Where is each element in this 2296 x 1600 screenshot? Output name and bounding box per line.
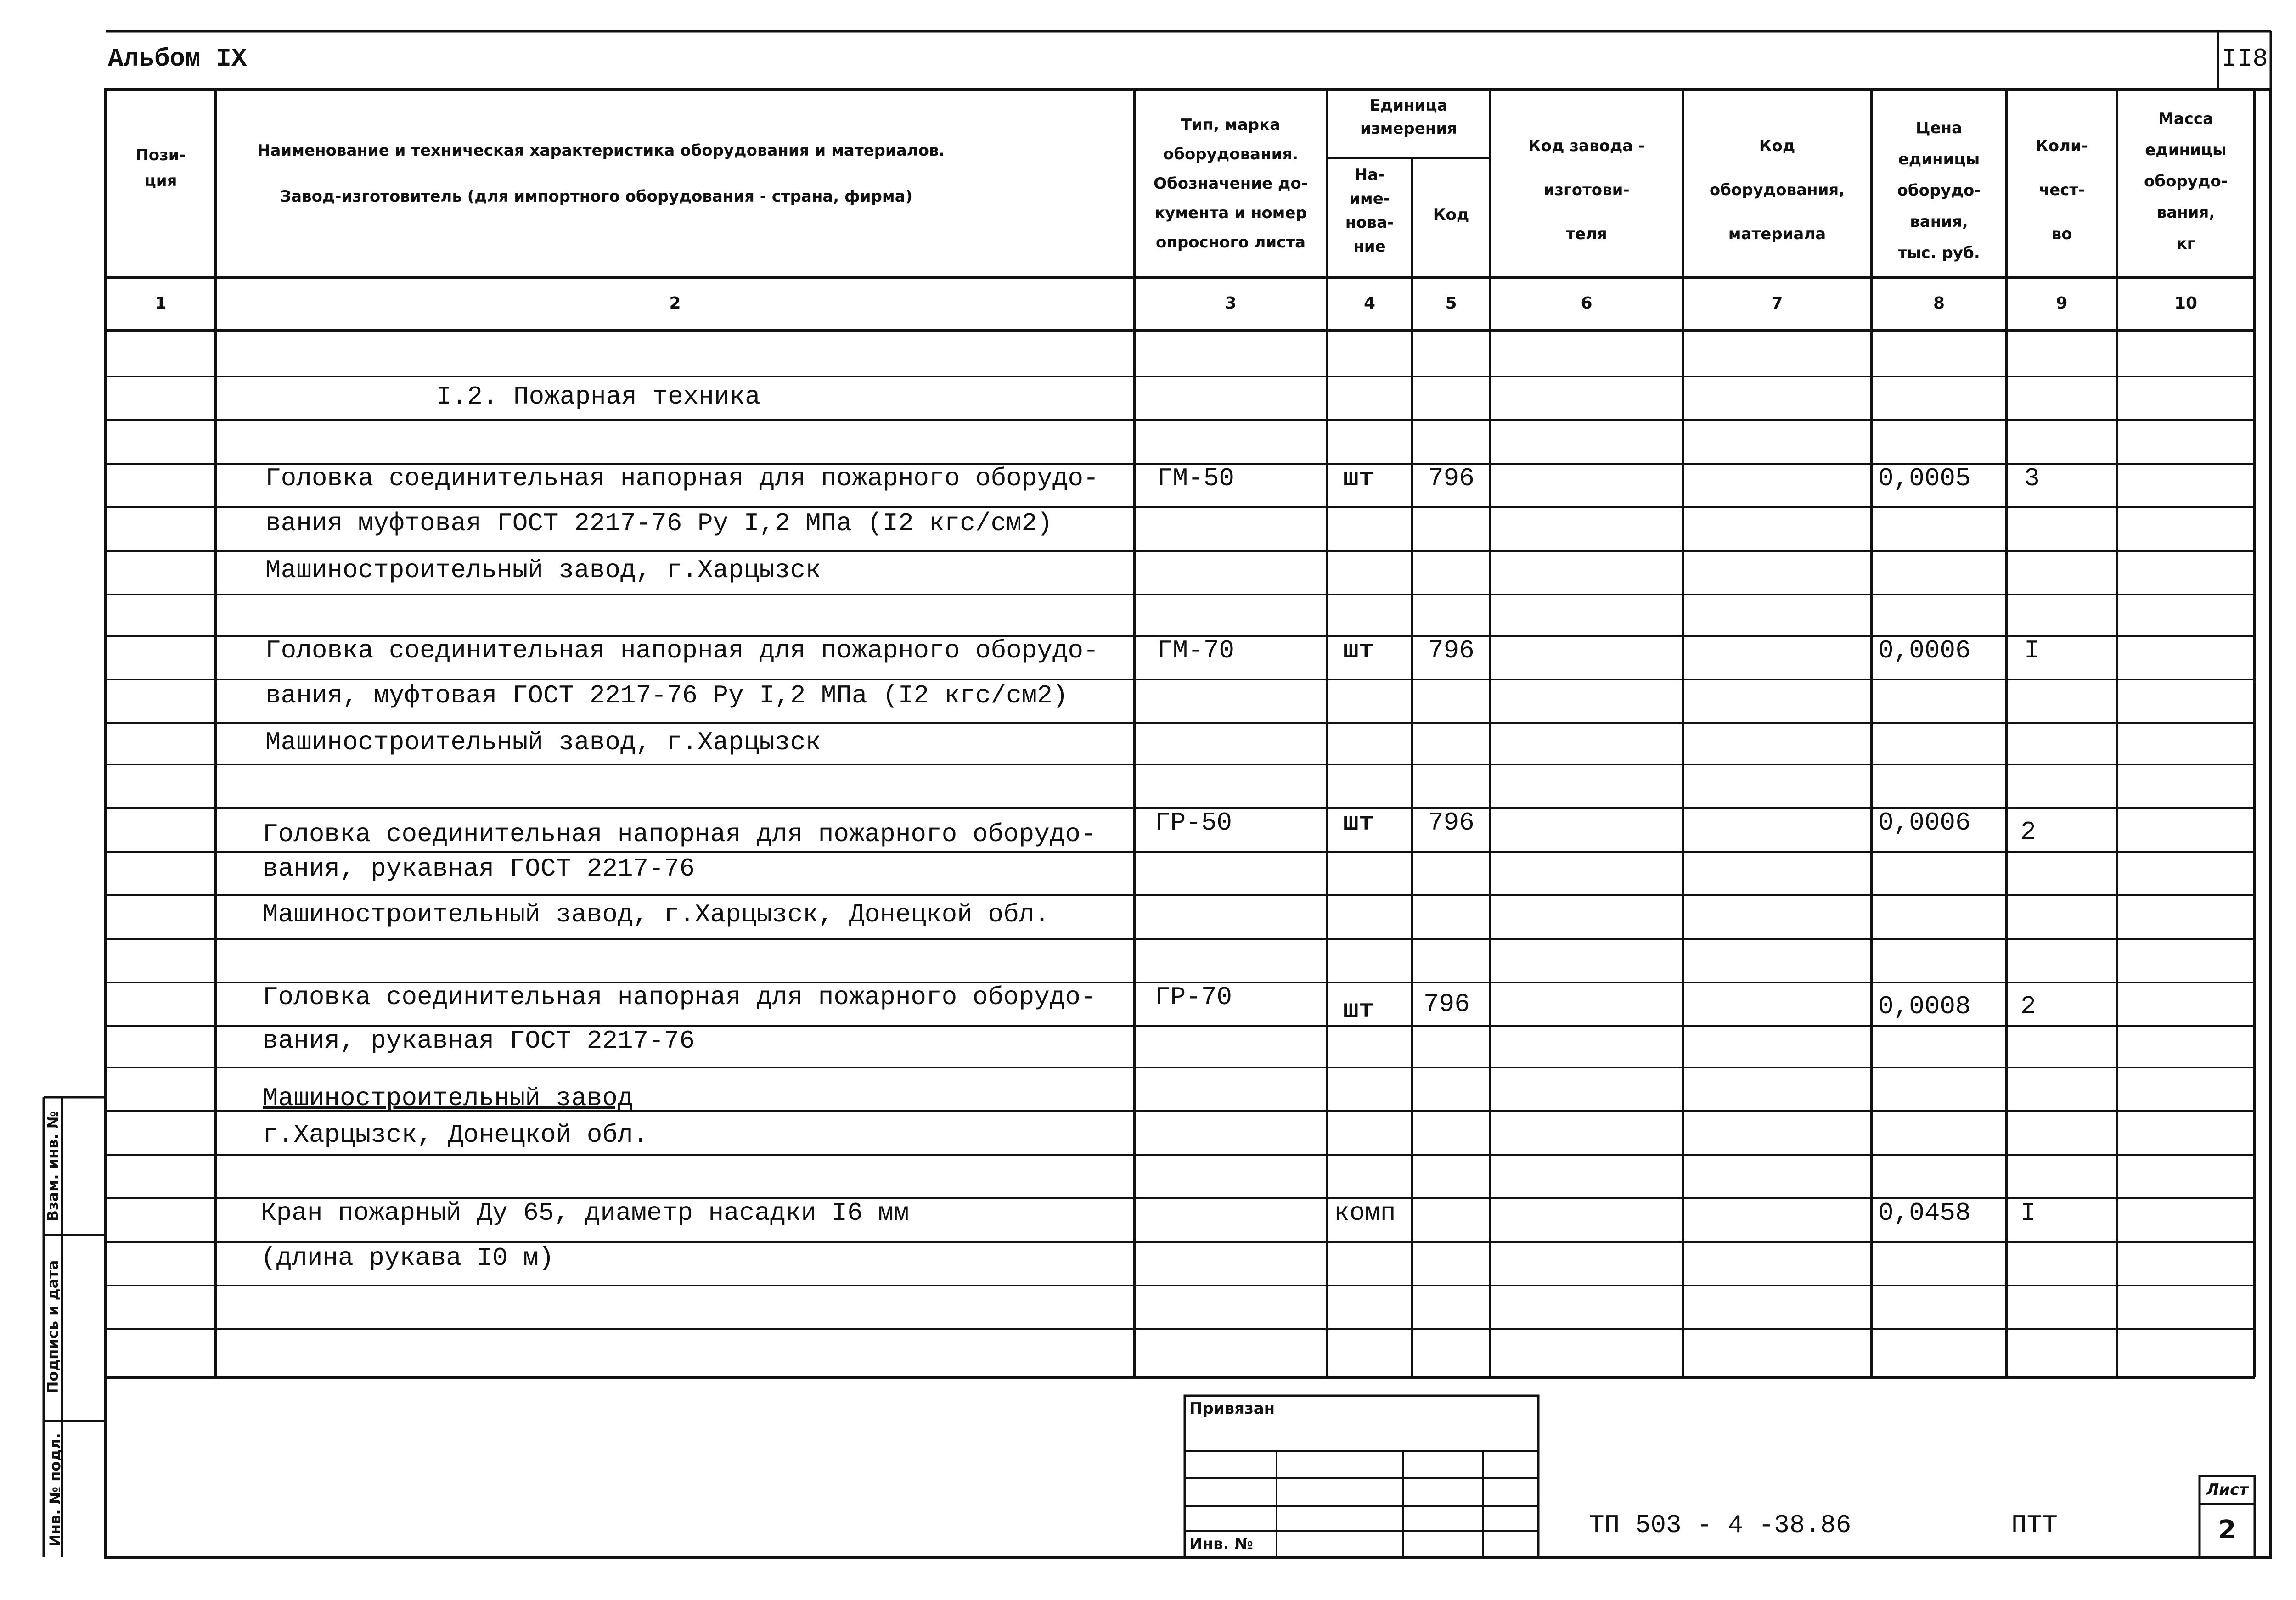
table-row-code: 796	[1428, 464, 1474, 493]
table-row-type: ГМ-70	[1157, 636, 1235, 665]
table-row-type: ГМ-50	[1157, 464, 1235, 493]
table-row-text: Головка соединительная напорная для пожарного оборудо-	[265, 636, 1099, 665]
column-number: 4	[1363, 294, 1376, 313]
header-quantity: Коли- чест- во	[2036, 137, 2088, 243]
table-row-qty: 2	[2020, 817, 2036, 847]
table-row-text: вания, муфтовая ГОСТ 2217-76 Ру I,2 МПа (I2 кгс/см2)	[265, 681, 1068, 710]
document-section: ПТТ	[2011, 1510, 2058, 1540]
column-number: 5	[1445, 294, 1457, 313]
table-row-text: Машиностроительный завод, г.Харцызск, Донецкой обл.	[263, 900, 1050, 929]
table-row-text: (длина рукава I0 м)	[261, 1243, 554, 1273]
table-row-type: ГР-50	[1155, 808, 1232, 837]
table-row-qty: I	[2024, 636, 2040, 665]
table-row-text: вания муфтовая ГОСТ 2217-76 Ру I,2 МПа (I2 кгс/см2)	[265, 509, 1052, 538]
table-row-text: Машиностроительный завод, г.Харцызск	[265, 556, 821, 585]
table-row-code: 796	[1424, 989, 1470, 1019]
column-number: 6	[1581, 294, 1593, 313]
table-row-unit: шт	[1343, 995, 1374, 1025]
table-row-qty: I	[2020, 1198, 2036, 1228]
side-label-podpis: Подпись и дата	[44, 1260, 62, 1394]
section-title: I.2. Пожарная техника	[436, 382, 760, 411]
table-row-text: Машиностроительный завод	[263, 1084, 633, 1113]
header-name: Наименование и техническая характеристика оборудования и материалов.	[257, 141, 945, 160]
header-type: Тип, марка оборудования. Обозначение до- кумента и номер опросного листа	[1154, 116, 1308, 252]
header-unit-code: Код	[1433, 206, 1469, 224]
column-number: 2	[669, 294, 681, 313]
table-row-unit: шт	[1343, 464, 1374, 493]
column-number: 10	[2174, 294, 2198, 313]
table-row-price: 0,0458	[1878, 1198, 1971, 1228]
column-number: 3	[1225, 294, 1237, 313]
table-row-qty: 3	[2024, 464, 2040, 493]
table-row-price: 0,0006	[1878, 808, 1971, 837]
side-label-inv-podl: Инв. № подл.	[46, 1433, 64, 1547]
table-row-text: Кран пожарный Ду 65, диаметр насадки I6 мм	[261, 1198, 909, 1228]
header-unit: Единица измерения	[1360, 96, 1457, 138]
table-row-text: Машиностроительный завод, г.Харцызск	[265, 728, 821, 757]
side-label-vzam: Взам. инв. №	[44, 1111, 62, 1222]
table-row-code: 796	[1428, 808, 1474, 837]
header-unit-name: На- име- нова- ние	[1345, 166, 1394, 256]
sheet-number: 2	[2218, 1515, 2236, 1545]
table-row-price: 0,0006	[1878, 636, 1971, 665]
page-number: II8	[2222, 44, 2268, 73]
header-manufacturer: Завод-изготовитель (для импортного оборудования - страна, фирма)	[280, 187, 913, 206]
table-row-unit: шт	[1343, 808, 1374, 837]
table-row-text: вания, рукавная ГОСТ 2217-76	[263, 1026, 695, 1055]
header-equipment-code: Код оборудования, материала	[1709, 137, 1845, 243]
table-row-unit: комп	[1334, 1198, 1396, 1228]
column-number: 7	[1771, 294, 1783, 313]
table-row-text: вания, рукавная ГОСТ 2217-76	[263, 854, 695, 883]
table-row-text: Головка соединительная напорная для пожарного оборудо-	[263, 820, 1096, 849]
table-row-text: г.Харцызск, Донецкой обл.	[263, 1120, 649, 1150]
table-row-qty: 2	[2020, 992, 2036, 1021]
header-factory-code: Код завода - изготови- теля	[1528, 137, 1645, 243]
header-price: Цена единицы оборудо- вания, тыс. руб.	[1897, 119, 1981, 262]
table-row-code: 796	[1428, 636, 1474, 665]
stamp-inv: Инв. №	[1189, 1535, 1254, 1553]
sheet-label: Лист	[2206, 1481, 2248, 1499]
table-row-unit: шт	[1343, 636, 1374, 665]
column-number: 1	[155, 294, 167, 313]
table-row-price: 0,0005	[1878, 464, 1971, 493]
document-code: ТП 503 - 4 -38.86	[1589, 1510, 1851, 1540]
column-number: 9	[2056, 294, 2068, 313]
album-title: Альбом IX	[108, 44, 247, 73]
table-row-text: Головка соединительная напорная для пожарного оборудо-	[263, 982, 1096, 1012]
table-row-text: Головка соединительная напорная для пожарного оборудо-	[265, 464, 1099, 493]
header-position: Пози- ция	[135, 146, 186, 190]
header-mass: Масса единицы оборудо- вания, кг	[2144, 110, 2228, 253]
stamp-privyazan: Привязан	[1189, 1399, 1275, 1418]
table-row-type: ГР-70	[1155, 982, 1232, 1012]
table-row-price: 0,0008	[1878, 992, 1971, 1021]
column-number: 8	[1933, 294, 1945, 313]
